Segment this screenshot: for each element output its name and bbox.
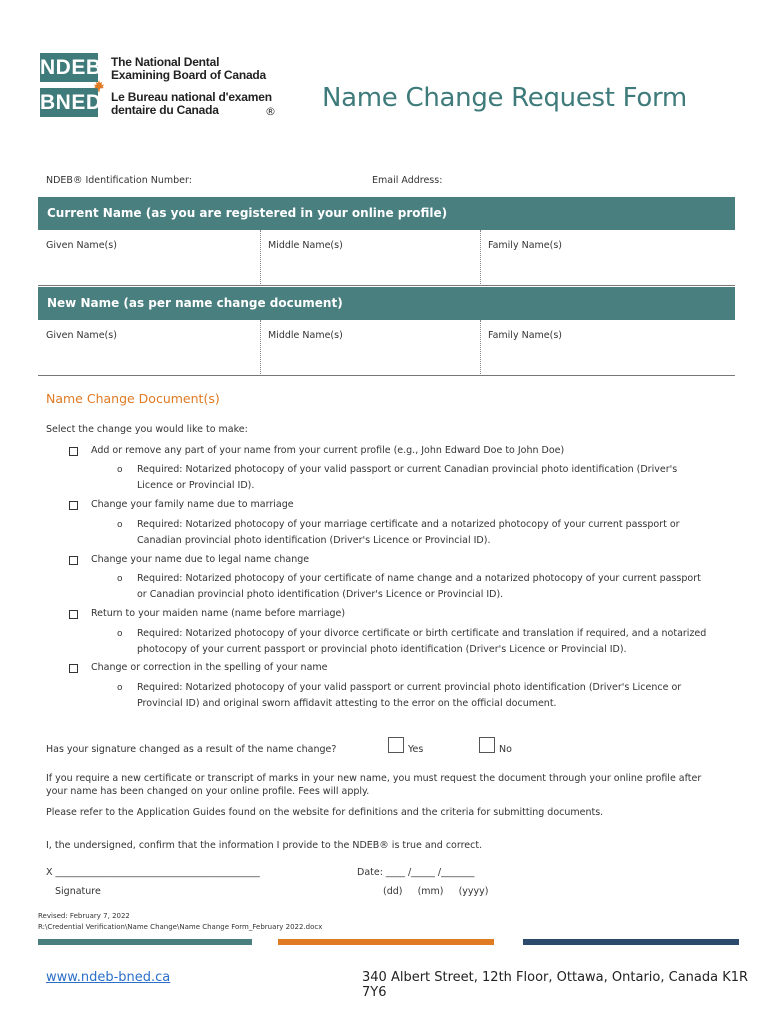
date-parts: (dd) (mm) (yyyy) [383,886,489,897]
revision-path: R:\Credential Verification\Name Change\Name Change Form_February 2022.docx [38,923,323,931]
option-label: Return to your maiden name (name before marriage) [91,608,346,619]
middle-name-label: Middle Name(s) [268,240,343,251]
new-family-name-field[interactable] [480,320,735,374]
footer-bar-orange [278,939,494,945]
logo-ndeb: NDEB [40,53,98,82]
footer-address: 340 Albert Street, 12th Floor, Ottawa, Ontario, Canada K1R 7Y6 [362,970,749,1000]
signature-question: Has your signature changed as a result of the name change? [46,744,337,755]
id-label: NDEB® Identification Number: [46,175,192,186]
option-requirement: Required: Notarized photocopy of your certificate of name change and a notarized photocopy of your current passport [137,573,701,584]
current-middle-name-field[interactable] [260,230,480,284]
new-name-heading: New Name (as per name change document) [38,287,735,320]
logo-name-fr-2: dentaire du Canada [111,103,219,117]
documents-heading: Name Change Document(s) [46,391,220,406]
revision-date: Revised: February 7, 2022 [38,912,130,920]
given-name-label: Given Name(s) [46,240,117,251]
option-requirement: Required: Notarized photocopy of your marriage certificate and a notarized photocopy of your current passport or [137,519,680,530]
option-checkbox[interactable] [69,501,78,510]
logo-name-en-2: Examining Board of Canada [111,68,267,82]
email-label: Email Address: [372,175,443,186]
bullet-icon: o [117,465,123,475]
option-requirement-cont: Canadian provincial photo identification (Driver's Licence or Provincial ID). [137,535,491,546]
option-label: Change your name due to legal name change [91,554,310,565]
given-name-label: Given Name(s) [46,330,117,341]
option-label: Add or remove any part of your name from your current profile (e.g., John Edward Doe to John Doe) [91,445,565,456]
new-name-row [38,320,735,376]
confirm-statement: I, the undersigned, confirm that the information I provide to the NDEB® is true and correct. [46,840,483,851]
current-name-row [38,230,735,286]
option-requirement-cont: photocopy of your current passport or provincial photo identification (Driver's Licence or Provincial ID). [137,644,627,655]
option-requirement-cont: or Canadian provincial photo identification (Driver's Licence or Provincial ID). [137,589,504,600]
no-checkbox[interactable] [479,737,495,753]
option-label: Change or correction in the spelling of your name [91,662,328,673]
signature-label: Signature [55,886,101,897]
logo-bned: BNED [40,88,98,117]
middle-name-label: Middle Name(s) [268,330,343,341]
website-link[interactable]: www.ndeb-bned.ca [46,970,171,985]
new-middle-name-field[interactable] [260,320,480,374]
maple-leaf-icon [93,80,105,92]
option-checkbox[interactable] [69,664,78,673]
bullet-icon: o [117,683,123,693]
signature-line[interactable]: X ___________________________________________ [46,867,260,878]
family-name-label: Family Name(s) [488,240,562,251]
option-checkbox[interactable] [69,610,78,619]
yes-checkbox[interactable] [388,737,404,753]
current-family-name-field[interactable] [480,230,735,284]
family-name-label: Family Name(s) [488,330,562,341]
option-checkbox[interactable] [69,556,78,565]
page-title: Name Change Request Form [322,83,687,113]
option-requirement: Required: Notarized photocopy of your valid passport or current Canadian provincial photo identification (Driver's [137,464,678,475]
logo-name-en-1: The National Dental [111,55,220,69]
date-line[interactable]: Date: ____ /_____ /_______ [357,867,475,878]
footer-bar-navy [523,939,739,945]
current-name-heading: Current Name (as you are registered in your online profile) [38,197,735,230]
current-given-name-field[interactable] [38,230,260,284]
new-given-name-field[interactable] [38,320,260,374]
yes-label: Yes [408,744,424,755]
option-requirement-cont: Provincial ID) and original sworn affidavit attesting to the error on the official document. [137,698,557,709]
documents-intro: Select the change you would like to make: [46,424,248,435]
logo-name-fr-1: Le Bureau national d'examen [111,90,272,104]
option-checkbox[interactable] [69,447,78,456]
registered-mark: ® [265,105,276,118]
notes-line-3: Please refer to the Application Guides found on the website for definitions and the criteria for submitting documents. [46,807,604,818]
no-label: No [499,744,512,755]
bullet-icon: o [117,629,123,639]
notes-line-1: If you require a new certificate or transcript of marks in your new name, you must request the document through your online profile after [46,773,702,784]
option-requirement: Required: Notarized photocopy of your divorce certificate or birth certificate and translation if required, and a notarized [137,628,707,639]
option-requirement-cont: Licence or Provincial ID). [137,480,255,491]
option-label: Change your family name due to marriage [91,499,294,510]
footer-bar-teal [38,939,252,945]
bullet-icon: o [117,520,123,530]
option-requirement: Required: Notarized photocopy of your valid passport or current provincial photo identification (Driver's Licence or [137,682,682,693]
bullet-icon: o [117,574,123,584]
notes-line-2: your name has been changed on your online profile. Fees will apply. [46,786,370,797]
